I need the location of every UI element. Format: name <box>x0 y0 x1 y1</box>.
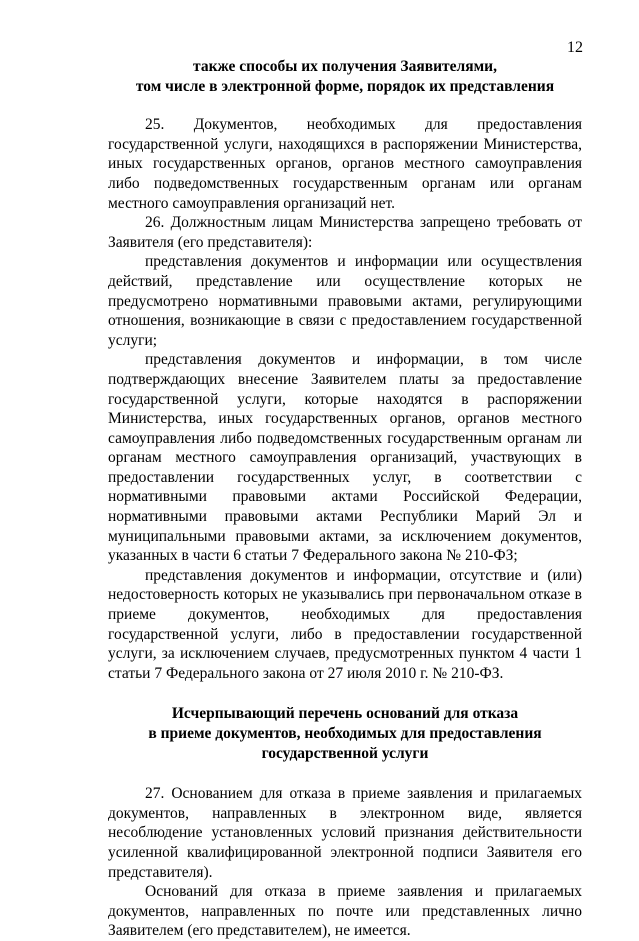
heading-line: том числе в электронной форме, порядок их представления <box>135 77 555 95</box>
paragraph-25: 25. Документов, необходимых для предоставления государственной услуги, находящихся в распоряжении Министерства, иных государственных органов, органов местного самоуправления либо подведомственных государственным органам или органам местного самоуправления организаций нет. <box>108 116 582 212</box>
paragraph-26-item-3: представления документов и информации, отсутствие и (или) недостоверность которых не указывались при первоначальном отказе в приеме документов, необходимых для предоставления государственной услуги, либо в предоставлении государственной услуги, за исключением случаев, предусмотренных пунктом 4 части 1 статьи 7 Федерального закона от 27 июля 2010 г. № 210-ФЗ. <box>108 566 582 682</box>
section-heading <box>108 704 582 763</box>
paragraph-27-note: Оснований для отказа в приеме заявления и прилагаемых документов, направленных по почте или представленных лично Заявителем (его представителем), не имеется. <box>108 883 582 940</box>
paragraph-26-item-1: представления документов и информации или осуществления действий, представление или осуществление которых не предусмотрено нормативными правовыми актами, регулирующими отношения, возникающие в связи с предоставлением государственной услуги; <box>108 253 582 349</box>
heading-line: также способы их получения Заявителями, <box>193 58 497 75</box>
document-body <box>108 57 582 941</box>
paragraph-26-item-2: представления документов и информации, в том числе подтверждающих внесение Заявителем платы за предоставление государственной услуги, которые находятся в распоряжении Министерства, иных государственных органов, органов местного самоуправления либо подведомственных государственным органам ли органам местного самоуправления организаций, участвующих в предоставлении государственных услуг, в соответствии с нормативными правовыми актами Российской Федерации, нормативными правовыми актами Республики Марий Эл и муниципальными правовыми актами, за исключением документов, указанных в части 6 статьи 7 Федерального закона № 210-ФЗ; <box>108 351 582 565</box>
heading-line: Исчерпывающий перечень оснований для отказа <box>171 705 519 723</box>
heading-line: государственной услуги <box>261 744 429 762</box>
section-heading <box>108 57 582 96</box>
heading-line: в приеме документов, необходимых для предоставления <box>148 725 542 742</box>
paragraph-26: 26. Должностным лицам Министерства запрещено требовать от Заявителя (его представителя): <box>108 214 582 251</box>
paragraph-27: 27. Основанием для отказа в приеме заявления и прилагаемых документов, направленных в электронном виде, является несоблюдение установленных условий признания действительности усиленной квалифицированной электронной подписи Заявителя его представителя). <box>108 785 582 881</box>
page-number: 12 <box>567 39 583 56</box>
